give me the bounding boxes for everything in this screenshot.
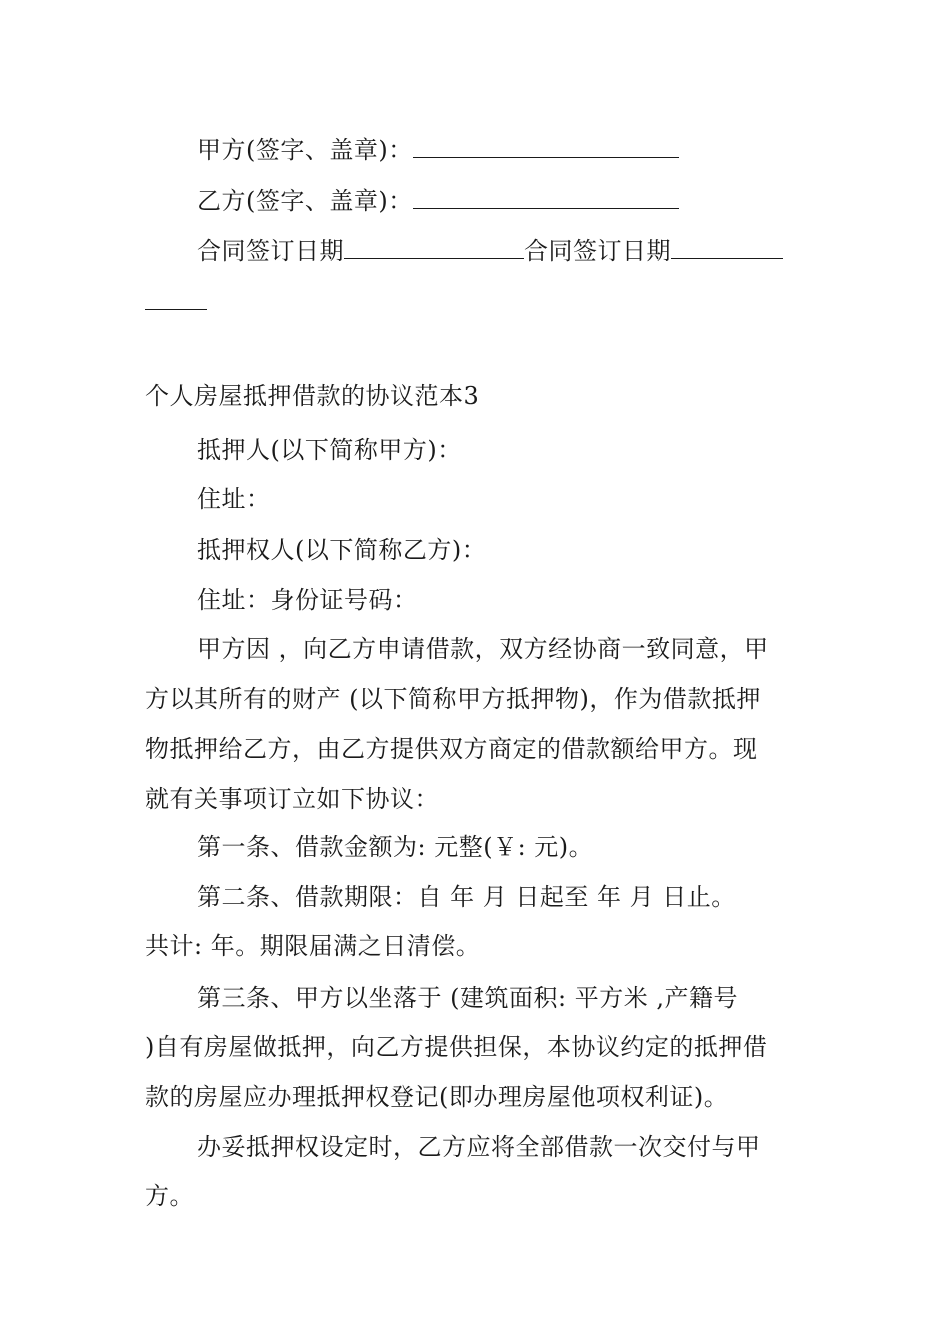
mortgagor-line: 抵押人(以下简称甲方)：	[197, 436, 462, 464]
mortgagor-address-line: 住址：	[197, 485, 271, 513]
mortgagee-address-id-line: 住址：身份证号码：	[197, 586, 418, 614]
paragraph-line: 方以其所有的财产 (以下简称甲方抵押物)，作为借款抵押	[145, 685, 761, 713]
delivery-clause-continuation: 方。	[145, 1182, 194, 1210]
paragraph-line: 甲方因 ，向乙方申请借款，双方经协商一致同意，甲	[197, 635, 769, 663]
mortgagee-line: 抵押权人(以下简称乙方)：	[197, 536, 487, 564]
party-b-signature-label: 乙方(签字、盖章)：	[197, 187, 413, 215]
article-2-continuation: 共计: 年。期限届满之日清偿。	[145, 932, 481, 960]
article-2-line: 第二条、借款期限：自 年 月 日起至 年 月 日止。	[197, 883, 736, 911]
contract-date-blank-a	[344, 236, 524, 259]
contract-date-label-a: 合同签订日期	[197, 237, 344, 265]
paragraph-line: 就有关事项订立如下协议：	[145, 785, 439, 813]
contract-date-label-b: 合同签订日期	[524, 237, 671, 265]
article-3-line: 第三条、甲方以坐落于 (建筑面积: 平方米 ,产籍号	[197, 984, 738, 1012]
paragraph-line: 物抵押给乙方，由乙方提供双方商定的借款额给甲方。现	[145, 735, 758, 763]
contract-date-blank-b	[671, 236, 783, 259]
article-3-continuation: )自有房屋做抵押，向乙方提供担保，本协议约定的抵押借	[145, 1033, 768, 1061]
party-a-signature-blank	[413, 135, 679, 158]
party-a-signature-label: 甲方(签字、盖章)：	[197, 136, 413, 164]
article-1-line: 第一条、借款金额为: 元整(￥: 元)。	[197, 833, 594, 861]
contract-date-line	[197, 236, 783, 266]
party-a-signature-line	[197, 135, 679, 165]
contract-date-blank-continuation	[145, 287, 207, 310]
party-b-signature-line	[197, 186, 679, 216]
contract-date-continuation	[145, 287, 207, 317]
document-title: 个人房屋抵押借款的协议范本3	[145, 382, 480, 410]
party-b-signature-blank	[413, 186, 679, 209]
delivery-clause-line: 办妥抵押权设定时，乙方应将全部借款一次交付与甲	[197, 1133, 761, 1161]
article-3-continuation: 款的房屋应办理抵押权登记(即办理房屋他项权利证)。	[145, 1083, 729, 1111]
